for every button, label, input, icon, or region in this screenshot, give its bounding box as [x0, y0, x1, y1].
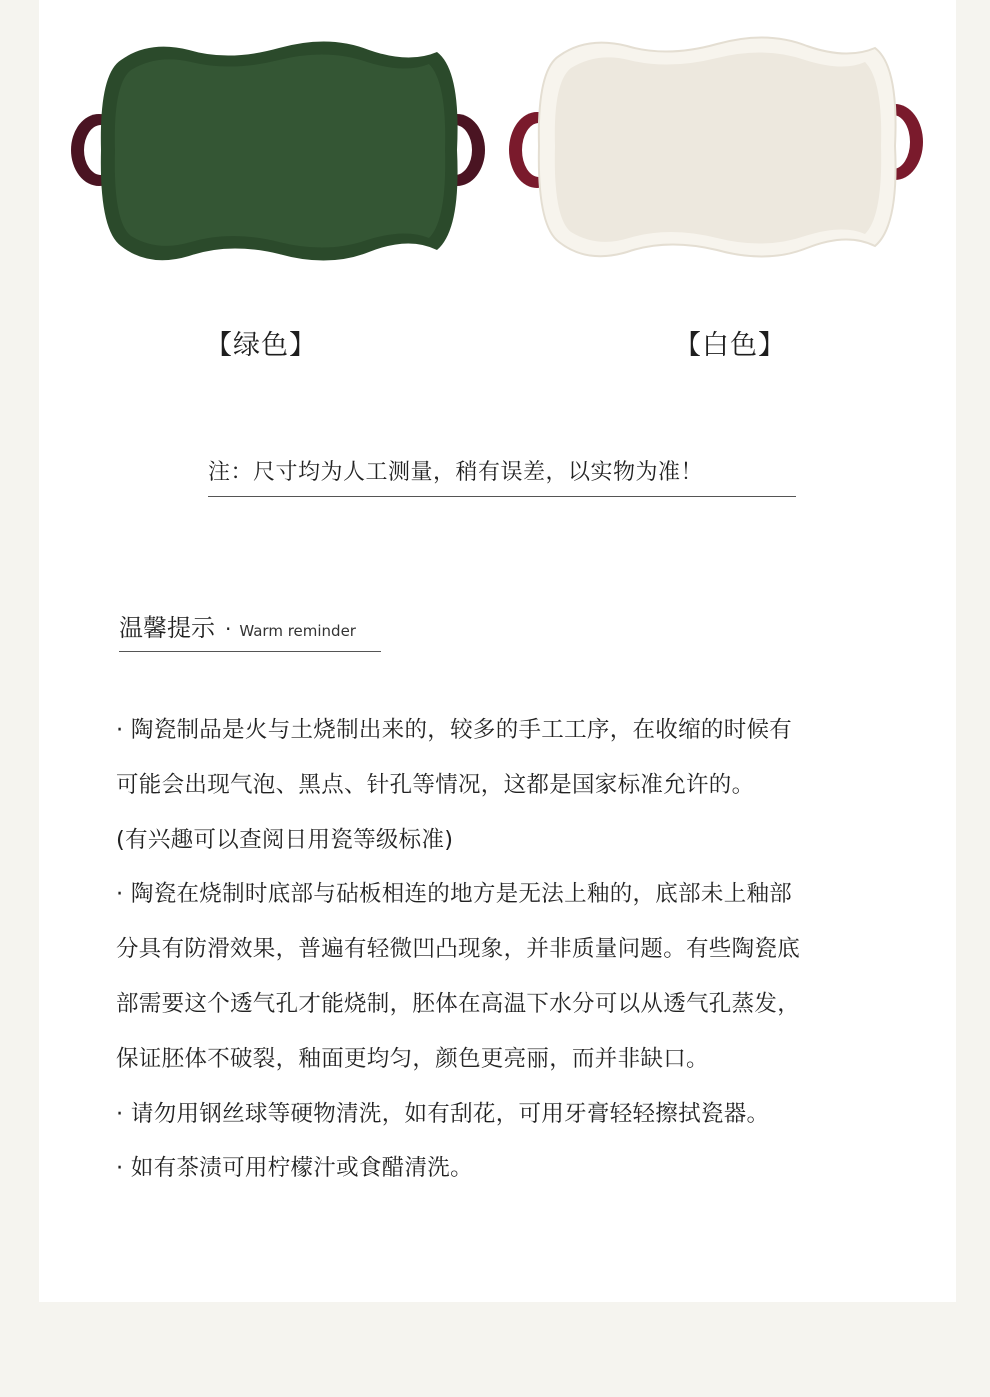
reminder-title: 温馨提示: [119, 614, 215, 642]
measurement-note: 注：尺寸均为人工测量，稍有误差，以实物为准！: [208, 455, 796, 497]
color-label-white: 【白色】: [674, 330, 786, 361]
reminder-subtitle: Warm reminder: [239, 622, 356, 640]
green-tray-image: [69, 30, 489, 270]
tips-list: [116, 703, 926, 1196]
white-tray-image: [507, 30, 927, 270]
reminder-separator: ·: [225, 617, 232, 641]
tip-line: 保证胚体不破裂，釉面更均匀，颜色更亮丽，而并非缺口。: [116, 1045, 709, 1072]
tip-line: · 陶瓷在烧制时底部与砧板相连的地方是无法上釉的，底部未上釉部: [116, 881, 793, 908]
tip-line: · 请勿用钢丝球等硬物清洗，如有刮花，可用牙膏轻轻擦拭瓷器。: [116, 1100, 770, 1127]
tip-line: 分具有防滑效果，普遍有轻微凹凸现象，并非质量问题。有些陶瓷底: [116, 936, 801, 963]
tip-line: 部需要这个透气孔才能烧制，胚体在高温下水分可以从透气孔蒸发，: [116, 990, 801, 1017]
reminder-heading: [119, 608, 381, 652]
tip-line: · 陶瓷制品是火与土烧制出来的，较多的手工工序，在收缩的时候有: [116, 717, 793, 743]
color-label-green: 【绿色】: [205, 330, 317, 361]
tip-line: · 如有茶渍可用柠檬汁或食醋清洗。: [116, 1155, 473, 1182]
tip-line: 可能会出现气泡、黑点、针孔等情况，这都是国家标准允许的。: [116, 771, 755, 798]
tip-line: (有兴趣可以查阅日用瓷等级标准): [116, 826, 454, 853]
